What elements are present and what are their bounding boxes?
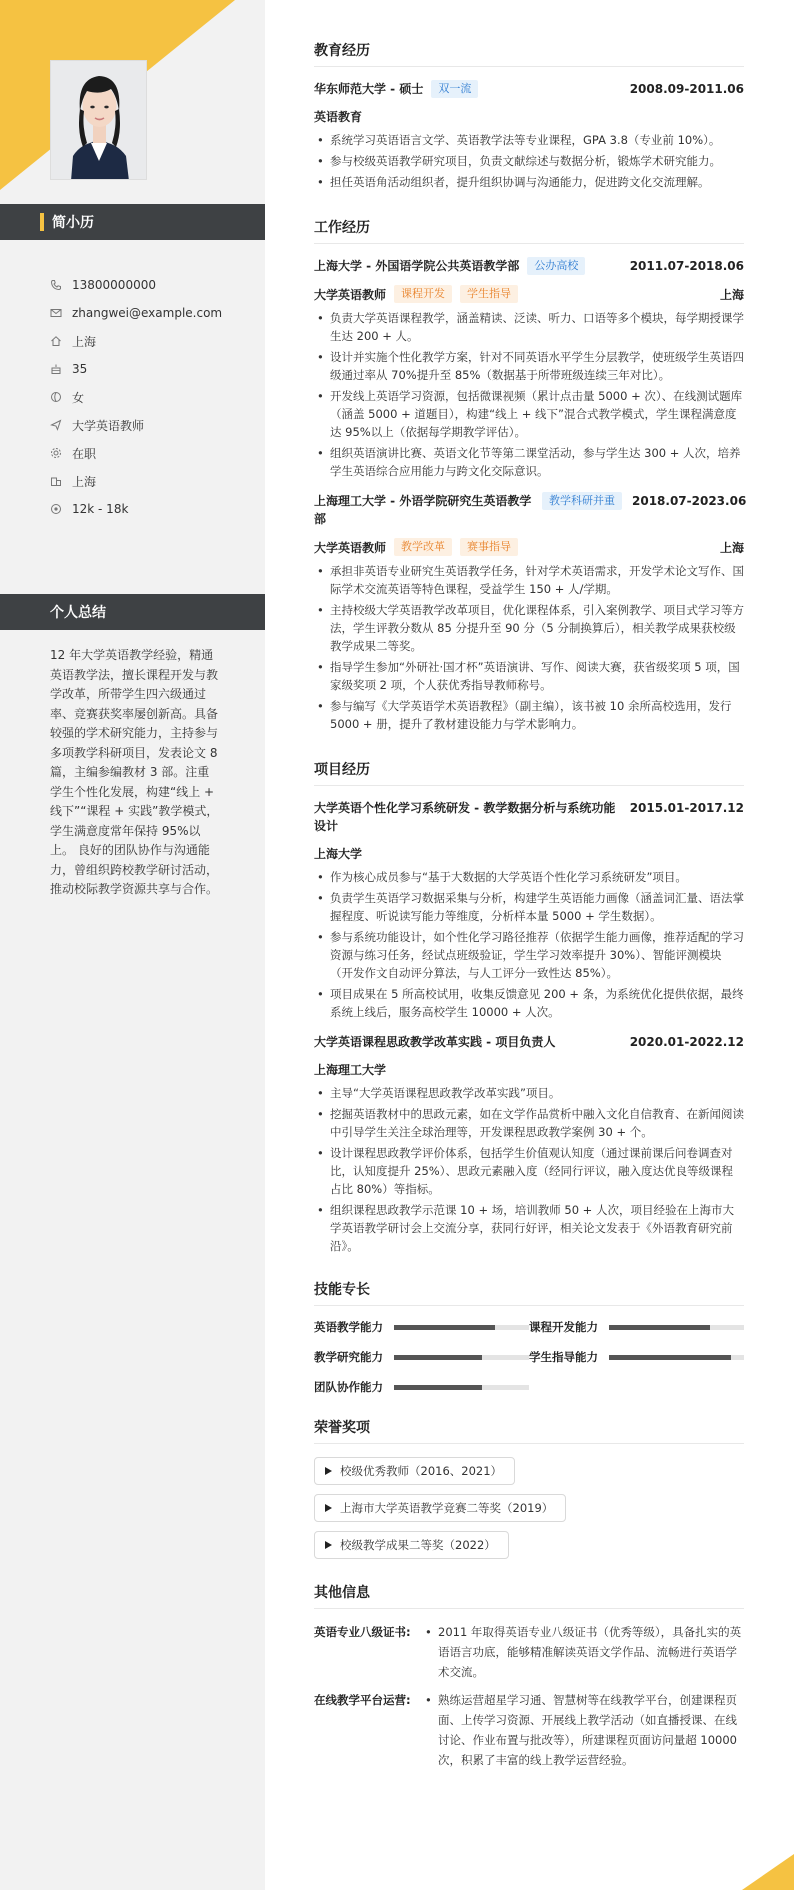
other-value: • 熟练运营超星学习通、智慧树等在线教学平台，创建课程页面、上传学习资源、开展线上教学活动（如直播授课、在线讨论、作业布置与批改等），所建课程页面访问量超 10000 次，积累了丰富的线上教学运营经验。 <box>422 1690 744 1770</box>
section-title: 其他信息 <box>314 1582 744 1609</box>
role-tag: 课程开发 <box>394 285 452 303</box>
skill-label: 学生指导能力 <box>529 1350 598 1364</box>
contact-text: 上海 <box>72 474 97 489</box>
honor-label: 上海市大学英语教学竞赛二等奖（2019） <box>340 1501 554 1515</box>
section-title: 荣誉奖项 <box>314 1417 744 1444</box>
list-item: • 设计并实施个性化教学方案，针对不同英语水平学生分层教学，使班级学生英语四级通过率从 70%提升至 85%（数据基于所带班级连续三年对比）。 <box>314 348 744 384</box>
skill-bar <box>394 1355 529 1360</box>
list-item: • 开发线上英语学习资源，包括微课视频（累计点击量 5000 + 次）、在线测试题库（涵盖 5000 + 道题目），构建“线上 + 线下”混合式教学模式，学生课程满意度达 95%以上（依据每学期教学评估）。 <box>314 387 744 441</box>
age-icon <box>50 363 62 375</box>
list-item: • 项目成果在 5 所高校试用，收集反馈意见 200 + 条，为系统优化提供依据，最终系统上线后，服务高校学生 10000 + 人次。 <box>314 985 744 1021</box>
contact-text: 在职 <box>72 446 97 461</box>
org-row <box>314 1061 744 1078</box>
contact-salary <box>50 495 250 523</box>
honor-list <box>314 1457 744 1568</box>
skill-bar-fill <box>394 1355 482 1360</box>
contact-text: 35 <box>72 362 88 376</box>
contact-text: 女 <box>72 390 85 405</box>
section-title: 教育经历 <box>314 40 744 67</box>
main-content <box>314 40 747 1778</box>
contact-position <box>50 411 250 439</box>
section-title: 工作经历 <box>314 217 744 244</box>
other-key: 在线教学平台运营: <box>314 1693 411 1707</box>
bullet-list <box>314 309 744 480</box>
major: 英语教育 <box>314 110 363 124</box>
entry-header <box>314 1033 744 1051</box>
corner-decoration <box>742 1854 794 1890</box>
gender-icon <box>50 391 62 403</box>
honor-item[interactable] <box>314 1457 515 1485</box>
contact-age <box>50 355 250 383</box>
honor-item[interactable] <box>314 1531 509 1559</box>
company-tag: 公办高校 <box>527 257 585 275</box>
role-tag: 赛事指导 <box>460 538 518 556</box>
contact-text: 13800000000 <box>72 278 156 292</box>
skill-bar <box>394 1385 529 1390</box>
position-icon <box>50 419 62 431</box>
contact-text: 大学英语教师 <box>72 418 145 433</box>
job-city: 上海 <box>719 540 744 555</box>
skill-bar-fill <box>609 1355 731 1360</box>
list-item: • 承担非英语专业研究生英语教学任务，针对学术英语需求，开发学术论文写作、国际学术交流英语等特色课程，受益学生 150 + 人/学期。 <box>314 562 744 598</box>
skill-bar <box>609 1355 744 1360</box>
resume-header <box>0 204 265 240</box>
honors-section <box>314 1417 744 1568</box>
entry-header <box>314 257 744 275</box>
list-item: • 负责大学英语课程教学，涵盖精读、泛读、听力、口语等多个模块，每学期授课学生达 200 + 人。 <box>314 309 744 345</box>
list-item: • 参与校级英语教学研究项目，负责文献综述与数据分析，锻炼学术研究能力。 <box>314 152 744 170</box>
skill-bar-fill <box>394 1325 495 1330</box>
work-section <box>314 217 747 733</box>
skill-bar <box>609 1325 744 1330</box>
triangle-icon <box>325 1467 332 1475</box>
contact-phone <box>50 271 250 299</box>
list-item: • 参与编写《大学英语学术英语教程》（副主编），该书被 10 余所高校选用，发行 5000 + 册，提升了教材建设能力与学术影响力。 <box>314 697 744 733</box>
honor-label: 校级优秀教师（2016、2021） <box>340 1464 503 1478</box>
skill-item <box>529 1319 744 1335</box>
job-entry <box>314 492 747 733</box>
list-item: • 担任英语角活动组织者，提升组织协调与沟通能力，促进跨文化交流理解。 <box>314 173 744 191</box>
home-icon <box>50 335 62 347</box>
list-item: • 主导“大学英语课程思政教学改革实践”项目。 <box>314 1084 744 1102</box>
contact-list <box>50 271 250 523</box>
status-icon <box>50 447 62 459</box>
list-item: • 负责学生英语学习数据采集与分析，构建学生英语能力画像（涵盖词汇量、语法掌握程度、听说读写能力等维度，分析样本量 5000 + 学生数据）。 <box>314 889 744 925</box>
project-name: 大学英语课程思政教学改革实践 - 项目负责人 <box>314 1035 556 1049</box>
skill-bar-fill <box>609 1325 710 1330</box>
bullet-list <box>314 562 744 733</box>
entry-date: 2018.07-2023.06 <box>632 494 747 508</box>
other-section <box>314 1582 744 1770</box>
major-row <box>314 108 744 125</box>
education-section <box>314 40 744 191</box>
company-name: 上海大学 - 外国语学院公共英语教学部 <box>314 259 520 273</box>
honor-label: 校级教学成果二等奖（2022） <box>340 1538 496 1552</box>
skill-bar-fill <box>394 1385 482 1390</box>
entry-header <box>314 80 744 98</box>
contact-home <box>50 327 250 355</box>
contact-gender <box>50 383 250 411</box>
project-org: 上海理工大学 <box>314 1063 387 1077</box>
project-org: 上海大学 <box>314 847 363 861</box>
role: 大学英语教师 <box>314 540 387 555</box>
role: 大学英语教师 <box>314 287 387 302</box>
job-entry <box>314 257 744 480</box>
entry-date: 2015.01-2017.12 <box>629 801 744 815</box>
list-item: • 组织课程思政教学示范课 10 + 场，培训教师 50 + 人次，项目经验在上海市大学英语教学研讨会上交流分享，获同行好评，相关论文发表于《外语教育研究前沿》。 <box>314 1201 744 1255</box>
summary-title: 个人总结 <box>50 605 106 621</box>
avatar <box>50 60 147 180</box>
section-title: 项目经历 <box>314 759 744 786</box>
role-row <box>314 285 744 303</box>
job-city: 上海 <box>719 287 744 302</box>
contact-city <box>50 467 250 495</box>
summary-text: 12 年大学英语教学经验，精通英语教学法，擅长课程开发与教学改革，所带学生四六级通过率、竞赛获奖率屡创新高。具备较强的学术研究能力，主持参与多项教学科研项目，发表论文 8 篇，主编参编教材 3 部。注重学生个性化发展，构建“线上 + 线下”“课程 + 实践”教学模式，学生满意度常年保持 95%以上。 良好的团队协作与沟通能力，曾组织跨校教学研讨活动，推动校际教学资源共享与合作。 <box>50 648 219 896</box>
section-title: 技能专长 <box>314 1279 744 1306</box>
skill-item <box>314 1319 529 1335</box>
entry-header <box>314 799 744 835</box>
list-item: • 主持校级大学英语教学改革项目，优化课程体系，引入案例教学、项目式学习等方法，学生评教分数从 85 分提升至 90 分（5 分制换算后），相关教学成果获校级教学成果二等奖。 <box>314 601 744 655</box>
mail-icon <box>50 307 62 319</box>
other-item <box>314 1622 744 1682</box>
entry-date: 2020.01-2022.12 <box>629 1035 744 1049</box>
skill-label: 教学研究能力 <box>314 1350 383 1364</box>
list-item: • 组织英语演讲比赛、英语文化节等第二课堂活动，参与学生达 300 + 人次，培养学生英语综合应用能力与跨文化交际意识。 <box>314 444 744 480</box>
skill-grid <box>314 1319 744 1395</box>
contact-text: 12k - 18k <box>72 502 129 516</box>
list-item: • 设计课程思政教学评价体系，包括学生价值观认知度（通过课前课后问卷调查对比，认知度提升 25%）、思政元素融入度（经同行评议，融入度达优良等级课程占比 80%）等指标。 <box>314 1144 744 1198</box>
project-entry <box>314 1033 744 1255</box>
triangle-icon <box>325 1504 332 1512</box>
school-name: 华东师范大学 - 硕士 <box>314 82 424 96</box>
skill-item <box>314 1349 529 1365</box>
list-item: • 系统学习英语语言文学、英语教学法等专业课程，GPA 3.8（专业前 10%）。 <box>314 131 744 149</box>
sidebar <box>0 0 265 1890</box>
honor-item[interactable] <box>314 1494 566 1522</box>
skill-item <box>314 1379 529 1395</box>
contact-email <box>50 299 250 327</box>
list-item: • 指导学生参加“外研社·国才杯”英语演讲、写作、阅读大赛，获省级奖项 5 项，国家级奖项 2 项，个人获优秀指导教师称号。 <box>314 658 744 694</box>
skill-label: 团队协作能力 <box>314 1380 383 1394</box>
list-item: • 参与系统功能设计，如个性化学习路径推荐（依据学生能力画像，推荐适配的学习资源与练习任务，经试点班级验证，学生学习效率提升 30%）、智能评测模块（开发作文自动评分算法，与人工评分一致性达 85%）。 <box>314 928 744 982</box>
other-value: • 2011 年取得英语专业八级证书（优秀等级），具备扎实的英语语言功底，能够精准解读英语文学作品、流畅进行英语学术交流。 <box>422 1622 744 1682</box>
role-tag: 学生指导 <box>460 285 518 303</box>
skill-label: 课程开发能力 <box>529 1320 598 1334</box>
company-tag: 教学科研并重 <box>542 492 622 510</box>
other-item <box>314 1690 744 1770</box>
skill-label: 英语教学能力 <box>314 1320 383 1334</box>
resume-title: 简小历 <box>52 215 94 231</box>
skill-item <box>529 1349 744 1365</box>
skill-bar <box>394 1325 529 1330</box>
bullet-list <box>314 868 744 1021</box>
list-item: • 挖掘英语教材中的思政元素，如在文学作品赏析中融入文化自信教育、在新闻阅读中引导学生关注全球治理等，开发课程思政教学案例 30 + 个。 <box>314 1105 744 1141</box>
entry-date: 2011.07-2018.06 <box>629 259 744 273</box>
city-icon <box>50 475 62 487</box>
projects-section <box>314 759 744 1255</box>
entry-header <box>314 492 747 528</box>
bullet-list <box>314 131 744 191</box>
summary-header <box>0 594 265 630</box>
contact-text: 上海 <box>72 334 97 349</box>
role-tag: 教学改革 <box>394 538 452 556</box>
bullet-list <box>314 1084 744 1255</box>
role-row <box>314 538 744 556</box>
list-item: • 作为核心成员参与“基于大数据的大学英语个性化学习系统研发”项目。 <box>314 868 744 886</box>
project-entry <box>314 799 744 1021</box>
project-name: 大学英语个性化学习系统研发 - 教学数据分析与系统功能设计 <box>314 801 616 833</box>
phone-icon <box>50 279 62 291</box>
entry-date: 2008.09-2011.06 <box>629 82 744 96</box>
company-name: 上海理工大学 - 外语学院研究生英语教学部 <box>314 494 532 526</box>
org-row <box>314 845 744 862</box>
contact-status <box>50 439 250 467</box>
triangle-icon <box>325 1541 332 1549</box>
salary-icon <box>50 503 62 515</box>
school-tag: 双一流 <box>431 80 478 98</box>
contact-text: zhangwei@example.com <box>72 306 223 320</box>
skills-section <box>314 1279 744 1395</box>
other-key: 英语专业八级证书: <box>314 1625 411 1639</box>
